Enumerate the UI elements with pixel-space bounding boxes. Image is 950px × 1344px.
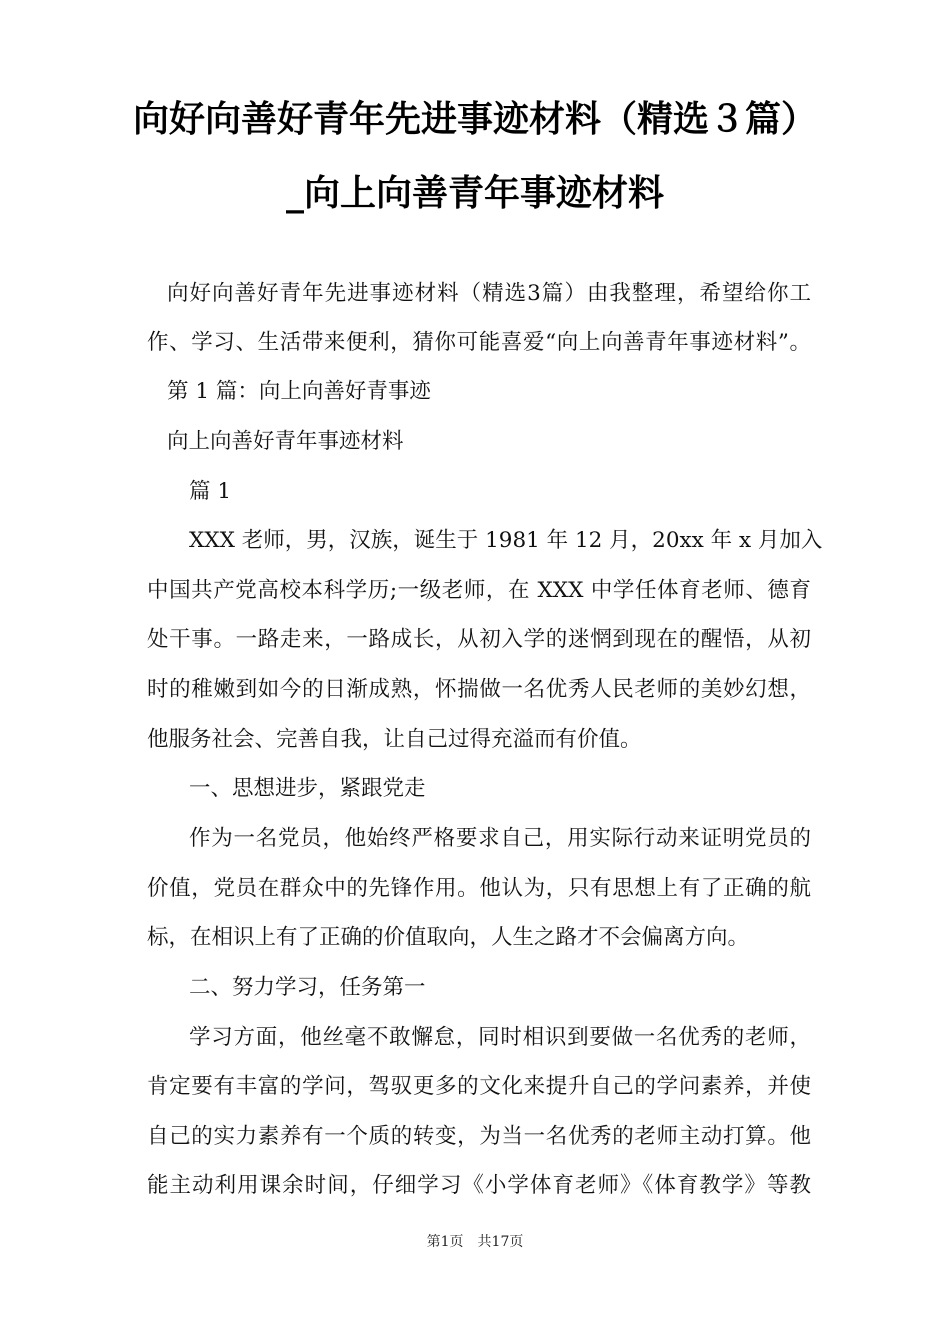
intro-line-2: 作、学习、生活带来便利，猜你可能喜爱“向上向善青年事迹材料”。	[147, 330, 811, 355]
paragraph-line: 他服务社会、完善自我，让自己过得充溢而有价值。	[147, 727, 642, 752]
paragraph-line: 处干事。一路走来，一路成长，从初入学的迷惘到现在的醒悟，从初	[147, 627, 811, 652]
paragraph-line: XXX 老师，男，汉族，诞生于 1981 年 12 月，20xx 年 x 月加入	[189, 528, 823, 553]
paragraph-line: 能主动利用课余时间，仔细学习《小学体育老师》《体育教学》等教	[147, 1173, 811, 1198]
article-part-label: 篇 1	[189, 479, 232, 504]
article-title: 向上向善好青年事迹材料	[167, 429, 404, 454]
paragraph-line: 中国共产党高校本科学历;一级老师，在 XXX 中学任体育老师、德育	[147, 578, 811, 603]
paragraph-line: 自己的实力素养有一个质的转变，为当一名优秀的老师主动打算。他	[147, 1124, 811, 1149]
subheading-2: 二、努力学习，任务第一	[189, 975, 426, 1000]
document-title-line-2: _向上向善青年事迹材料	[285, 173, 664, 214]
page-number-footer: 第1页 共17页	[426, 1234, 524, 1250]
paragraph-line: 时的稚嫩到如今的日渐成熟，怀揣做一名优秀人民老师的美妙幻想，	[147, 677, 811, 702]
paragraph-line: 学习方面，他丝毫不敢懈怠，同时相识到要做一名优秀的老师，	[189, 1025, 811, 1050]
subheading-1: 一、思想进步，紧跟党走	[189, 776, 426, 801]
section-heading-1: 第 1 篇：向上向善好青事迹	[167, 379, 431, 404]
paragraph-line: 作为一名党员，他始终严格要求自己，用实际行动来证明党员的	[189, 826, 811, 851]
intro-line-1: 向好向善好青年先进事迹材料（精选3篇）由我整理，希望给你工	[167, 281, 811, 306]
paragraph-line: 价值，党员在群众中的先锋作用。他认为，只有思想上有了正确的航	[147, 876, 811, 901]
paragraph-line: 肯定要有丰富的学问，驾驭更多的文化来提升自己的学问素养，并使	[147, 1074, 811, 1099]
paragraph-line: 标，在相识上有了正确的价值取向，人生之路才不会偏离方向。	[147, 925, 750, 950]
document-title-line-1: 向好向善好青年先进事迹材料（精选３篇）	[132, 99, 817, 140]
